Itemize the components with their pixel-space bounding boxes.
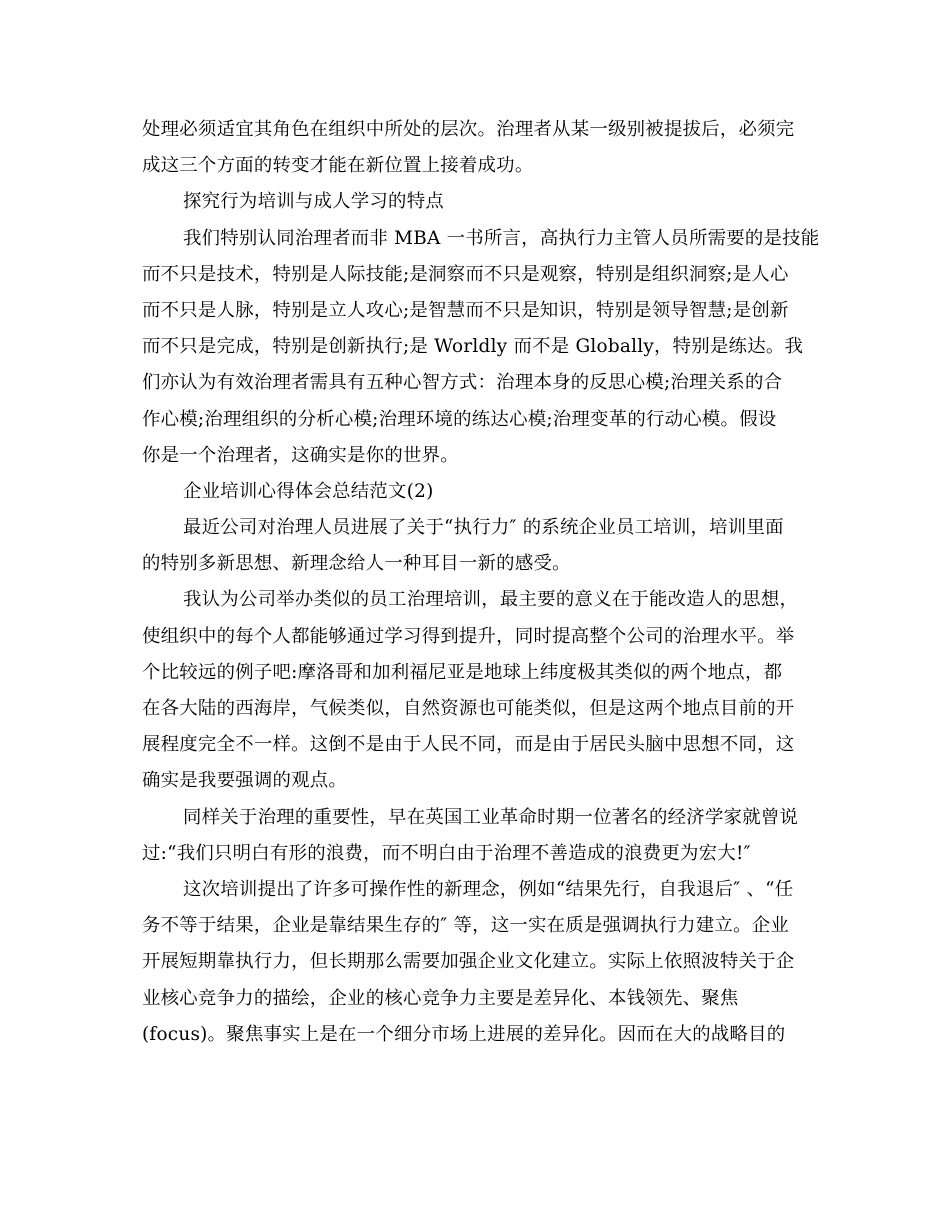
section-heading: 探究行为培训与成人学习的特点 <box>183 191 444 213</box>
text-line: 而不只是完成，特别是创新执行;是 Worldly 而不是 Globally，特别是练达。我 <box>142 336 804 358</box>
text-line: 这次培训提出了许多可操作性的新理念，例如“结果先行，自我退后″ 、“任 <box>183 878 794 900</box>
document-body <box>142 112 820 1053</box>
text-line: 成这三个方面的转变才能在新位置上接着成功。 <box>142 155 534 177</box>
text-line: 个比较远的例子吧:摩洛哥和加利福尼亚是地球上纬度极其类似的两个地点，都 <box>142 661 783 683</box>
section-heading: 企业培训心得体会总结范文(2) <box>183 480 434 502</box>
text-line: 处理必须适宜其角色在组织中所处的层次。治理者从某一级别被提拔后，必须完 <box>142 119 795 140</box>
text-line: 过:“我们只明白有形的浪费，而不明白由于治理不善造成的浪费更为宏大!″ <box>142 842 751 864</box>
text-line: 我们特别认同治理者而非 MBA 一书所言，高执行力主管人员所需要的是技能 <box>183 227 820 249</box>
text-line: 务不等于结果，企业是靠结果生存的″ 等，这一实在质是强调执行力建立。企业 <box>142 915 789 937</box>
text-line: 最近公司对治理人员进展了关于“执行力″ 的系统企业员工培训，培训里面 <box>183 517 784 539</box>
text-line: 使组织中的每个人都能够通过学习得到提升，同时提高整个公司的治理水平。举 <box>142 625 795 647</box>
text-line: 我认为公司举办类似的员工治理培训，最主要的意义在于能改造人的思想， <box>183 589 799 611</box>
text-line: 开展短期靠执行力，但长期那么需要加强企业文化建立。实际上依照波特关于企 <box>142 951 795 973</box>
text-line: (focus)。聚焦事实上是在一个细分市场上进展的差异化。因而在大的战略目的 <box>142 1023 786 1045</box>
text-line: 作心模;治理组织的分析心模;治理环境的练达心模;治理变革的行动心模。假设 <box>142 408 777 430</box>
text-line: 展程度完全不一样。这倒不是由于人民不同，而是由于居民头脑中思想不同，这 <box>142 734 795 756</box>
text-line: 而不只是人脉，特别是立人攻心;是智慧而不只是知识，特别是领导智慧;是创新 <box>142 299 789 321</box>
text-line: 的特别多新思想、新理念给人一种耳目一新的感受。 <box>142 553 571 575</box>
text-line: 在各大陆的西海岸，气候类似，自然资源也可能类似，但是这两个地点目前的开 <box>142 698 795 719</box>
text-line: 们亦认为有效治理者需具有五种心智方式：治理本身的反思心模;治理关系的合 <box>142 372 783 394</box>
text-line: 你是一个治理者，这确实是你的世界。 <box>142 444 459 466</box>
text-line: 而不只是技术，特别是人际技能;是洞察而不只是观察，特别是组织洞察;是人心 <box>142 263 789 285</box>
text-line: 确实是我要强调的观点。 <box>142 770 348 792</box>
text-line: 同样关于治理的重要性，早在英国工业革命时期一位著名的经济学家就曾说 <box>183 806 799 828</box>
text-line: 业核心竞争力的描绘，企业的核心竞争力主要是差异化、本钱领先、聚焦 <box>142 987 739 1009</box>
